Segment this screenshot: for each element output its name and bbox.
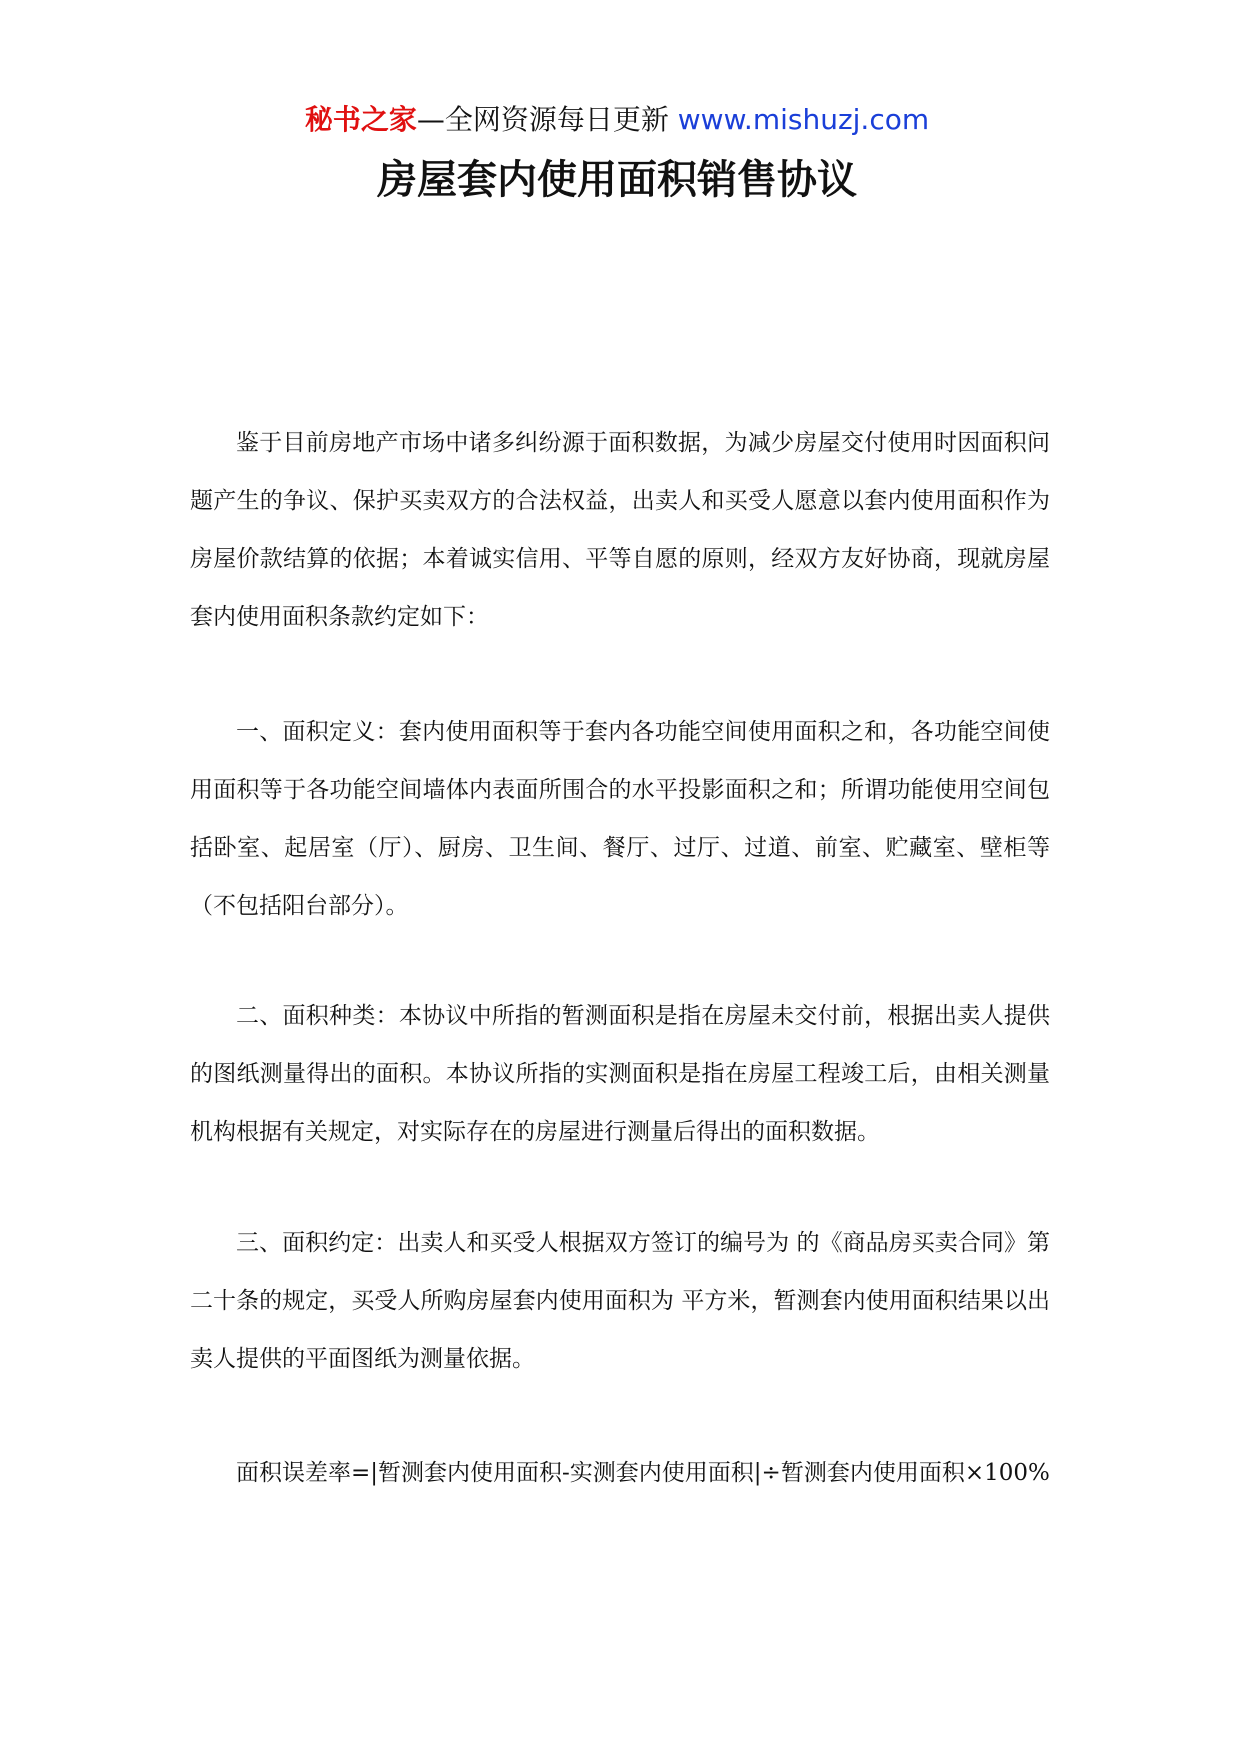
article-3-paragraph: 三、面积约定：出卖人和买受人根据双方签订的编号为 的《商品房买卖合同》第二十条的规定，买受人所购房屋套内使用面积为 平方米，暂测套内使用面积结果以出卖人提供的平面图纸为测量依据。 <box>190 1230 1050 1372</box>
intro-paragraph: 鉴于目前房地产市场中诸多纠纷源于面积数据，为减少房屋交付使用时因面积问题产生的争议、保护买卖双方的合法权益，出卖人和买受人愿意以套内使用面积作为房屋价款结算的依据；本着诚实信用、平等自愿的原则，经双方友好协商，现就房屋套内使用面积条款约定如下： <box>190 430 1050 630</box>
site-brand: 秘书之家 <box>304 103 417 136</box>
document-title: 房屋套内使用面积销售协议 <box>377 157 857 203</box>
article-2-paragraph: 二、面积种类：本协议中所指的暂测面积是指在房屋未交付前，根据出卖人提供的图纸测量得出的面积。本协议所指的实测面积是指在房屋工程竣工后，由相关测量机构根据有关规定，对实际存在的房屋进行测量后得出的面积数据。 <box>190 1003 1050 1145</box>
site-url-link[interactable]: www.mishuzj.com <box>677 103 930 136</box>
site-header <box>0 100 1234 140</box>
formula-paragraph: 面积误差率=|暂测套内使用面积-实测套内使用面积|÷暂测套内使用面积×100% <box>236 1460 1050 1486</box>
site-tagline: —全网资源每日更新 <box>416 103 678 136</box>
article-1-paragraph: 一、面积定义：套内使用面积等于套内各功能空间使用面积之和，各功能空间使用面积等于各功能空间墙体内表面所围合的水平投影面积之和；所谓功能使用空间包括卧室、起居室（厅）、厨房、卫生间、餐厅、过厅、过道、前室、贮藏室、壁柜等（不包括阳台部分）。 <box>190 719 1050 919</box>
